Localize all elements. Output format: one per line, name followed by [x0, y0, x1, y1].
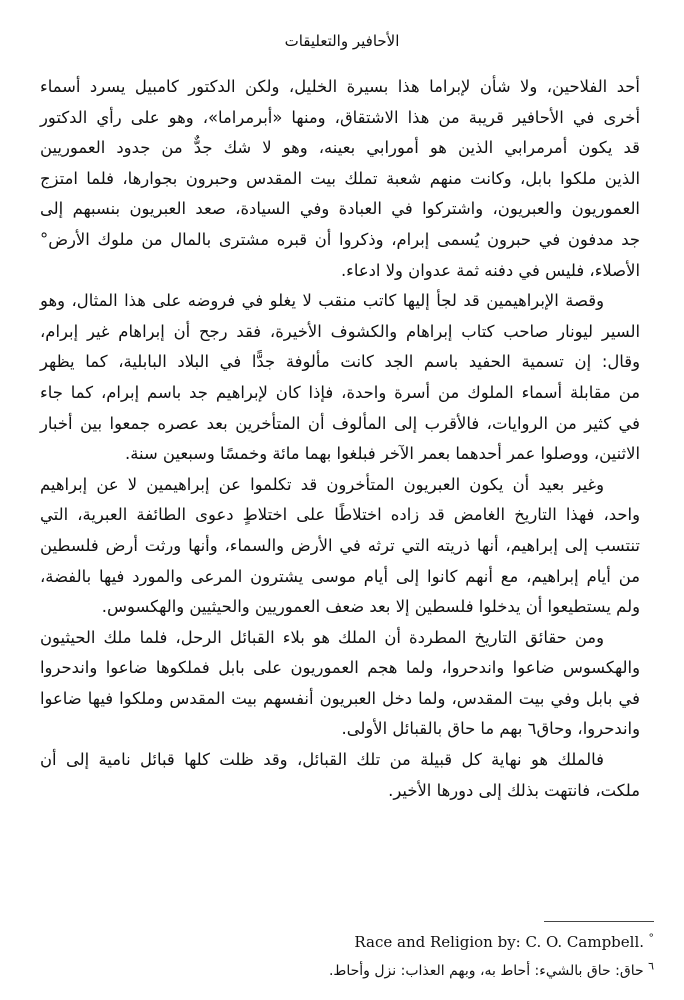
text-line: ملكت، فانتهت بذلك إلى دورها الأخير.	[388, 780, 640, 800]
footnote-text: .Race and Religion by: C. O. Campbell	[354, 933, 645, 951]
footnote-marker: °	[648, 931, 654, 945]
text-line: قد يكون أمرمرابي الذين هو أمورابي بعينه، وهو لا شك جدٌّ من جدود العموريين	[40, 138, 640, 158]
paragraph-5	[40, 745, 640, 806]
text-line: تنتسب إلى إبراهيم، أنها ذريته التي ترثه في الأرض والسماء، وأنها ورثت أرض فلسطين	[40, 535, 640, 555]
text-line: واندحروا، وحاق٦ بهم ما حاق بالقبائل الأولى.	[341, 719, 640, 739]
paragraph-3	[40, 470, 640, 623]
text-line: واحد، فهذا التاريخ الغامض قد زاده اختلاطًا على اختلاطٍ دعوى الطائفة العبرية، التي	[40, 505, 640, 525]
footnote-marker: ٦	[648, 959, 654, 973]
footnote-2	[54, 957, 654, 985]
text-line: الأصلاء، فليس في دفنه ثمة عدوان ولا ادعاء.	[340, 260, 640, 280]
text-line: العموريون والعبريون، واشتركوا في العبادة وفي السيادة، صعد العبريون بنسبهم إلى	[40, 199, 640, 219]
text-line: ومن حقائق التاريخ المطردة أن الملك هو بلاء القبائل الرحل، فلما ملك الحيثيون	[40, 627, 604, 647]
running-header: الأحافير والتعليقات	[284, 32, 400, 50]
footnote-text: حاق: حاق بالشيء: أحاط به، وبهم العذاب: نزل وأحاط.	[328, 963, 644, 979]
text-line: السير ليونار صاحب كتاب إبراهام والكشوف الأخيرة، فقد رجح أن إبراهام غير إبرام،	[40, 321, 640, 341]
text-line: الذين ملكوا بابل، وكانت منهم شعبة تملك بيت المقدس وحبرون بجوارها، فلما امتزج	[40, 168, 640, 188]
text-line: وقصة الإبراهيمين قد لجأ إليها كاتب منقب لا يغلو في فروضه على هذا المثال، وهو	[40, 291, 604, 311]
paragraph-2	[40, 286, 640, 470]
text-line: فالملك هو نهاية كل قبيلة من تلك القبائل، وقد ظلت كلها قبائل نامية إلى أن	[40, 750, 604, 770]
paragraph-1	[40, 72, 640, 286]
footnote-separator	[544, 921, 654, 922]
paragraph-4	[40, 623, 640, 745]
text-line: جد مدفون في حبرون يُسمى إبرام، وذكروا أن قبره مشترى بالمال من ملوك الأرض°	[40, 229, 640, 249]
text-line: وقال: إن تسمية الحفيد باسم الجد كانت مألوفة جدًّا في البلاد البابلية، كما يظهر	[40, 352, 640, 372]
text-line: أحد الفلاحين، ولا شأن لإبراما هذا بسيرة الخليل، ولكن الدكتور كامبيل يسرد أسماء	[40, 77, 640, 96]
text-line: ولم يستطيعوا أن يدخلوا فلسطين إلا بعد ضعف العموريين والحيثيين والهكسوس.	[101, 597, 640, 617]
text-line: والهكسوس ضاعوا واندحروا، ولما هجم العموريون على بابل فملكوها ضاعوا واندحروا	[40, 658, 640, 678]
footnote-1	[54, 928, 654, 957]
text-line: من مقابلة أسماء الملوك من أسرة واحدة، فإذا كان لإبراهيم جد باسم إبرام، كما جاء	[40, 382, 640, 402]
text-line: في بابل وفي بيت المقدس، ولما دخل العبريون أنفسهم بيت المقدس وملكوا فيها ضاعوا	[40, 688, 640, 708]
text-line: من أيام إبراهيم، مع أنهم كانوا إلى أيام موسى يشترون المرعى والمورد فيها بالفضة،	[40, 566, 640, 586]
text-line: في كثير من الروايات، فالأقرب إلى المألوف أن المتأخرين بعد عصره جمعوا بين أخبار	[40, 413, 640, 433]
footnotes	[54, 928, 654, 985]
text-line: الاثنين، ووصلوا عمر أحدهما بعمر الآخر فبلغوا بهما مائة وخمسًا وسبعين سنة.	[125, 444, 640, 464]
text-line: وغير بعيد أن يكون العبريون المتأخرون قد تكلموا عن إبراهيمين لا عن إبراهيم	[40, 474, 604, 494]
text-line: أخرى في الأحافير قريبة من هذا الاشتقاق، ومنها «أبرمراما»، وهو على رأي الدكتور	[40, 107, 640, 127]
body-text	[40, 72, 640, 806]
